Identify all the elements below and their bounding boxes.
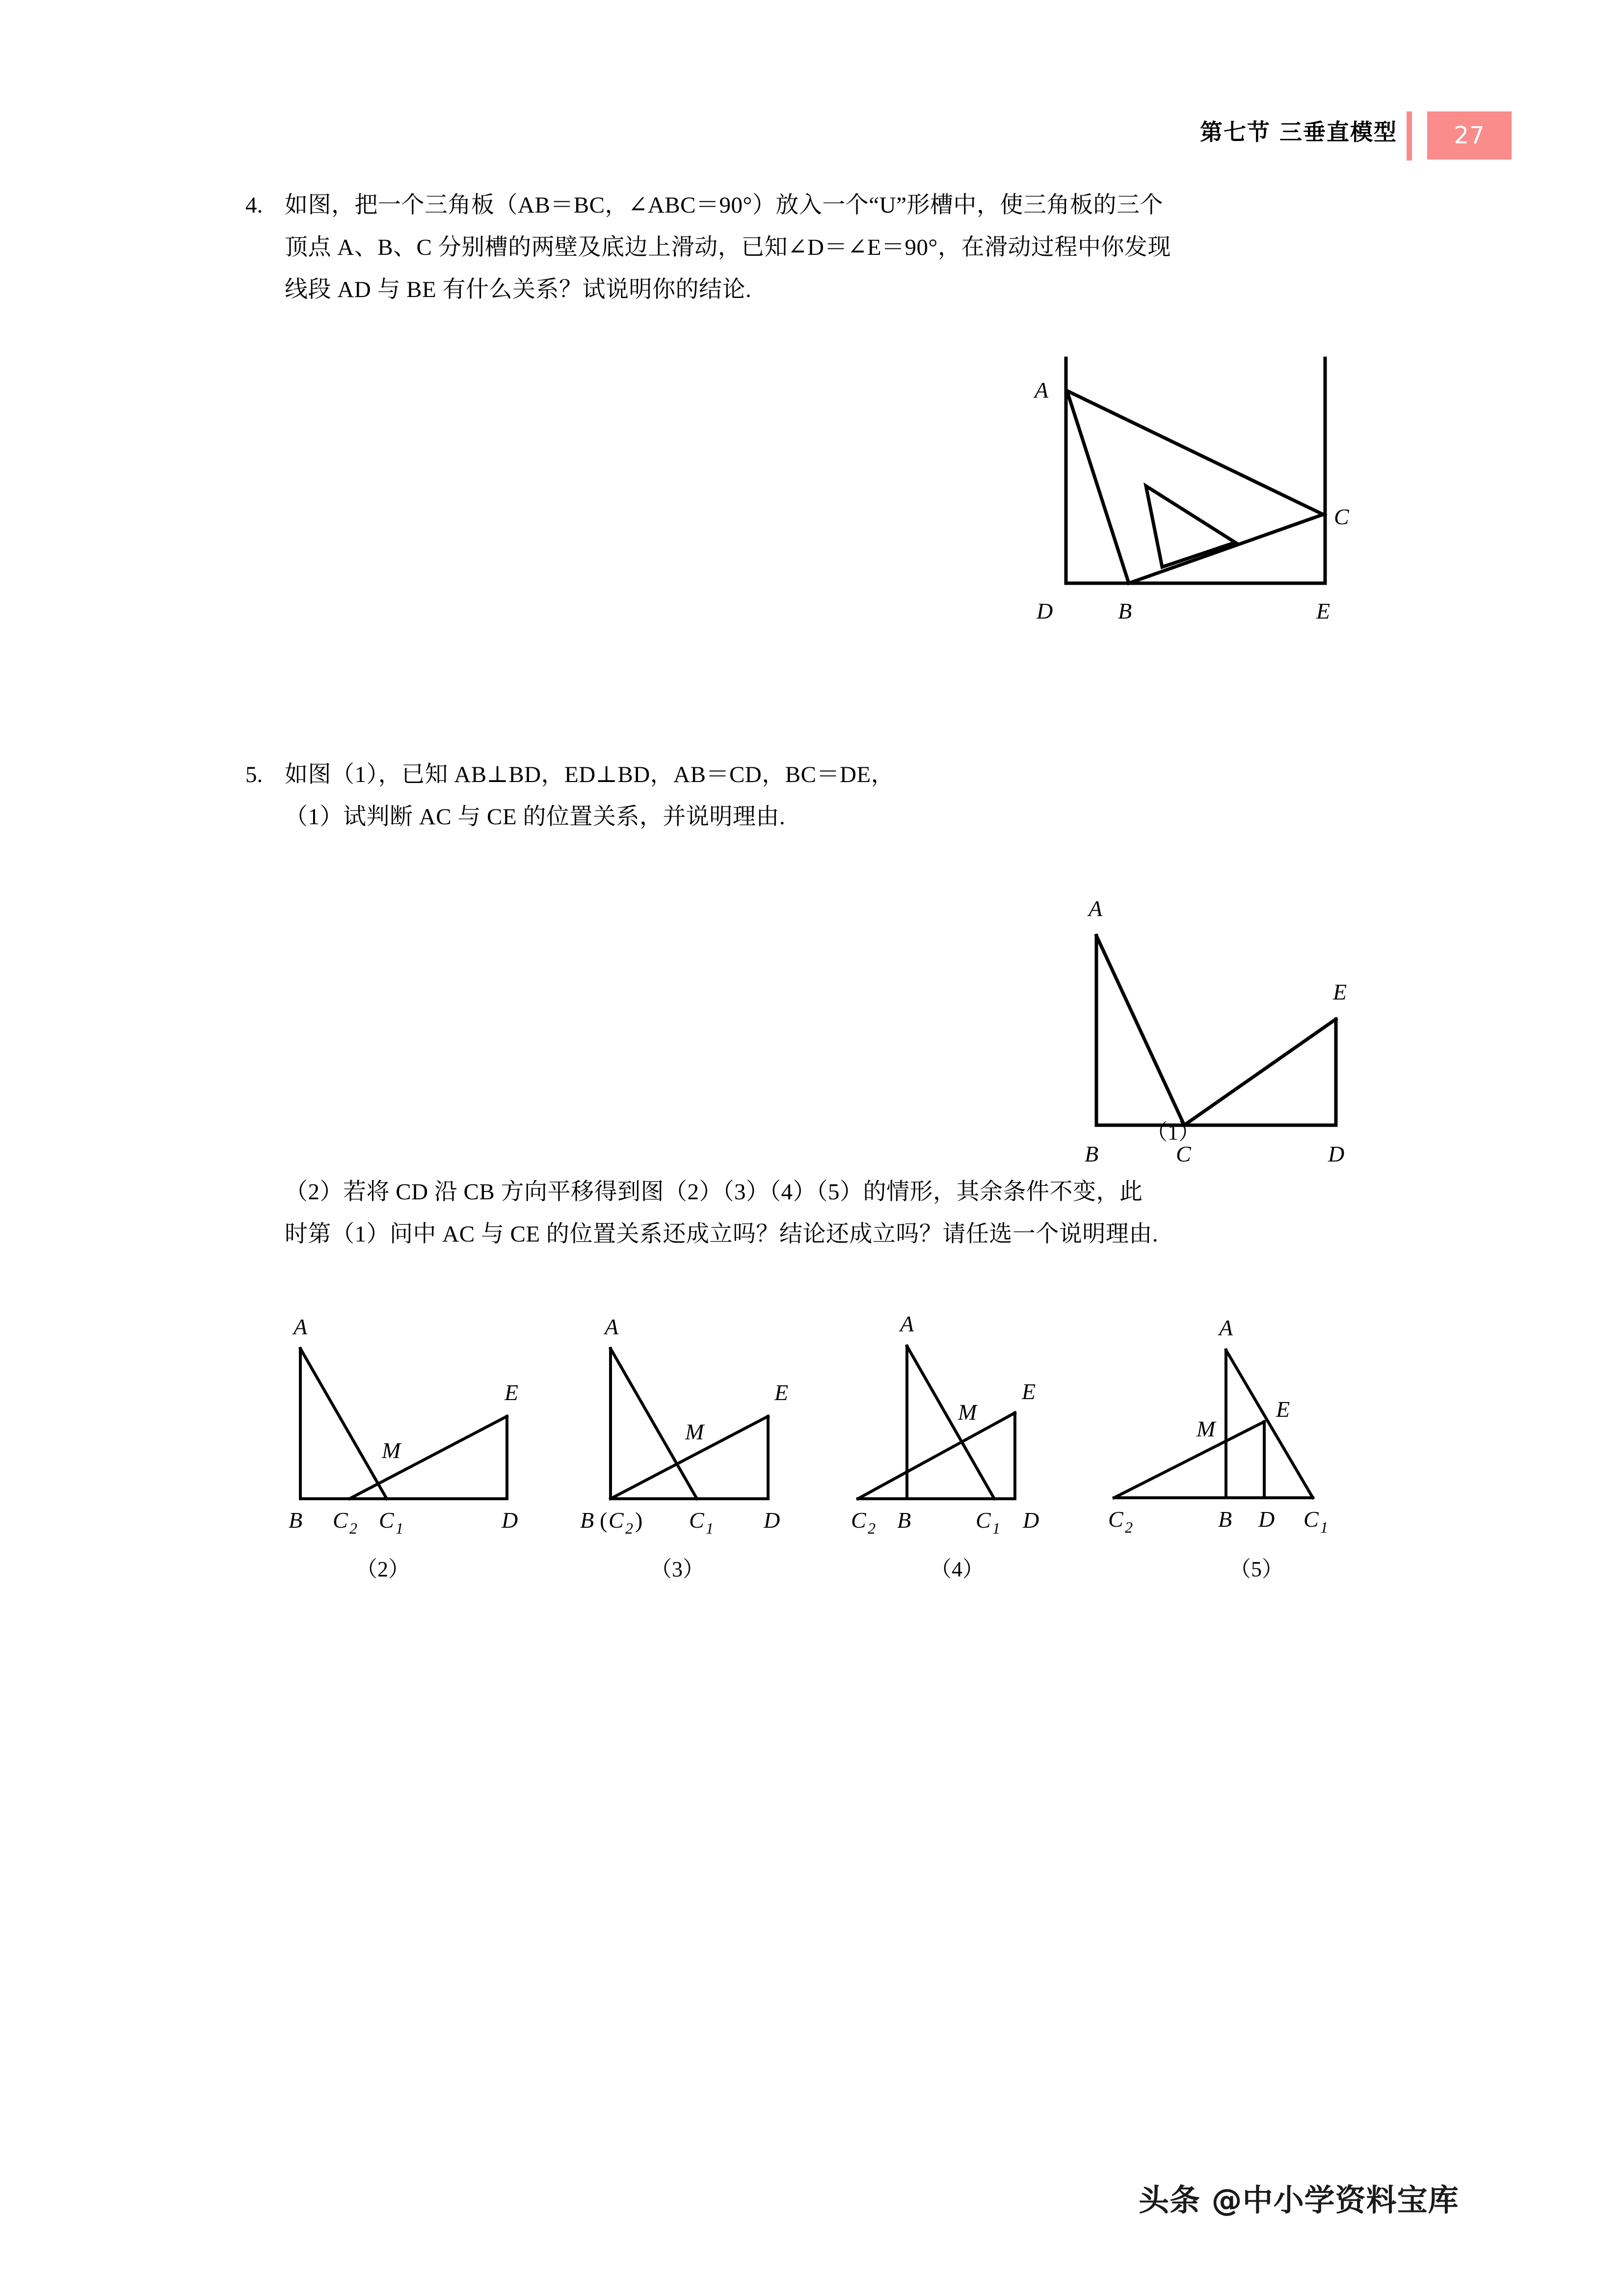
header-divider (1407, 111, 1412, 161)
u-groove-label-C: C (1334, 504, 1349, 529)
fig4-label-C2-subscript: 2 (868, 1519, 876, 1537)
fig1-label-E: E (1333, 979, 1347, 1004)
fig5-label-D: D (1258, 1507, 1275, 1532)
fig3-label-C1-subscript: 1 (706, 1519, 714, 1537)
fig2-label-B: B (289, 1508, 303, 1533)
fig4-label-E: E (1022, 1379, 1036, 1404)
fig5-label-C1-subscript: 1 (1320, 1518, 1328, 1536)
fig4-label-B: B (897, 1508, 911, 1533)
fig2-label-D: D (502, 1508, 518, 1533)
fig3-label-E: E (774, 1380, 789, 1405)
fig2-label-E: E (505, 1380, 519, 1405)
fig3-label-D: D (764, 1508, 780, 1533)
problem-5-line-2: （1）试判断 AC 与 CE 的位置关系，并说明理由. (285, 804, 786, 830)
figure-5 (1108, 1296, 1428, 1536)
fig4-label-D: D (1023, 1508, 1039, 1533)
problem-4-line-2: 顶点 A、B、C 分别槽的两壁及底边上滑动，已知∠D＝∠E＝90°，在滑动过程中你发现 (285, 235, 1171, 260)
figure-3 (569, 1306, 844, 1537)
fig3-label-B: B (580, 1508, 594, 1533)
fig5-label-E: E (1276, 1397, 1290, 1422)
problem-4-number: 4. (245, 192, 263, 218)
problem-4-line-1: 如图，把一个三角板（AB＝BC，∠ABC＝90°）放入一个“U”形槽中，使三角板的三个 (285, 192, 1163, 218)
fig3-label-C2-subscript: 2 (625, 1519, 633, 1537)
u-groove-label-E: E (1316, 598, 1330, 623)
fig4-label-C1: C (976, 1508, 991, 1533)
fig5-label-M: M (1197, 1416, 1216, 1441)
fig4-label-C2: C (851, 1508, 866, 1533)
figure-1-caption: （1） (1146, 1120, 1200, 1144)
fig5-label-C1: C (1304, 1507, 1319, 1532)
fig3-label-C1: C (689, 1508, 704, 1533)
problem-5-part2-line-1: （2）若将 CD 沿 CB 方向平移得到图（2）（3）（4）（5）的情形，其余条件不变，此 (285, 1179, 1143, 1205)
u-groove-label-A: A (1035, 378, 1049, 403)
figure-3-caption: （3） (650, 1557, 704, 1581)
fig1-label-C: C (1176, 1141, 1191, 1166)
fig2-label-C1-subscript: 1 (396, 1519, 403, 1537)
fig3-label-C2: C (609, 1508, 624, 1533)
fig2-label-C1: C (379, 1508, 394, 1533)
fig4-label-A: A (900, 1311, 914, 1336)
fig5-label-C2-subscript: 2 (1125, 1518, 1133, 1536)
fig4-label-M: M (958, 1400, 977, 1425)
fig2-label-C2-subscript: 2 (349, 1519, 357, 1537)
problem-5-line-1: 如图（1），已知 AB⊥BD，ED⊥BD，AB＝CD，BC＝DE， (285, 762, 895, 787)
figure-2-caption: （2） (356, 1557, 410, 1581)
fig4-label-C1-subscript: 1 (992, 1519, 1000, 1537)
figure-4-caption: （4） (930, 1557, 984, 1581)
fig3-label-A: A (605, 1314, 619, 1339)
fig1-label-A: A (1089, 896, 1103, 921)
fig5-label-B: B (1218, 1507, 1232, 1532)
fig3-label-M: M (685, 1419, 704, 1444)
page-number-badge (1427, 111, 1512, 160)
u-groove-label-B: B (1118, 598, 1132, 623)
problem-5-part2-line-2: 时第（1）问中 AC 与 CE 的位置关系还成立吗？结论还成立吗？请任选一个说明理由. (285, 1221, 1159, 1247)
fig2-label-C2: C (333, 1508, 348, 1533)
figure-5-caption: （5） (1229, 1557, 1283, 1581)
fig1-label-B: B (1085, 1141, 1099, 1166)
problem-5-number: 5. (245, 762, 263, 787)
fig1-label-D: D (1328, 1141, 1345, 1166)
header-section-title: 第七节 三垂直模型 (1199, 119, 1397, 145)
problem-4-line-3: 线段 AD 与 BE 有什么关系？试说明你的结论. (285, 277, 752, 302)
fig3-label-paren-close: ) (635, 1508, 643, 1533)
fig5-label-C2: C (1108, 1507, 1123, 1532)
page-header (0, 101, 1623, 160)
fig5-label-A: A (1219, 1315, 1233, 1340)
figure-2 (275, 1306, 550, 1537)
fig2-label-M: M (382, 1438, 401, 1463)
figure-u-groove (1006, 344, 1369, 623)
watermark-text: 头条 @中小学资料宝库 (1139, 2182, 1459, 2218)
page-number-text: 27 (1454, 122, 1485, 149)
u-groove-label-D: D (1037, 598, 1053, 623)
fig2-label-A: A (293, 1314, 308, 1339)
figure-4 (851, 1306, 1129, 1537)
fig3-label-paren-open: ( (600, 1508, 608, 1533)
